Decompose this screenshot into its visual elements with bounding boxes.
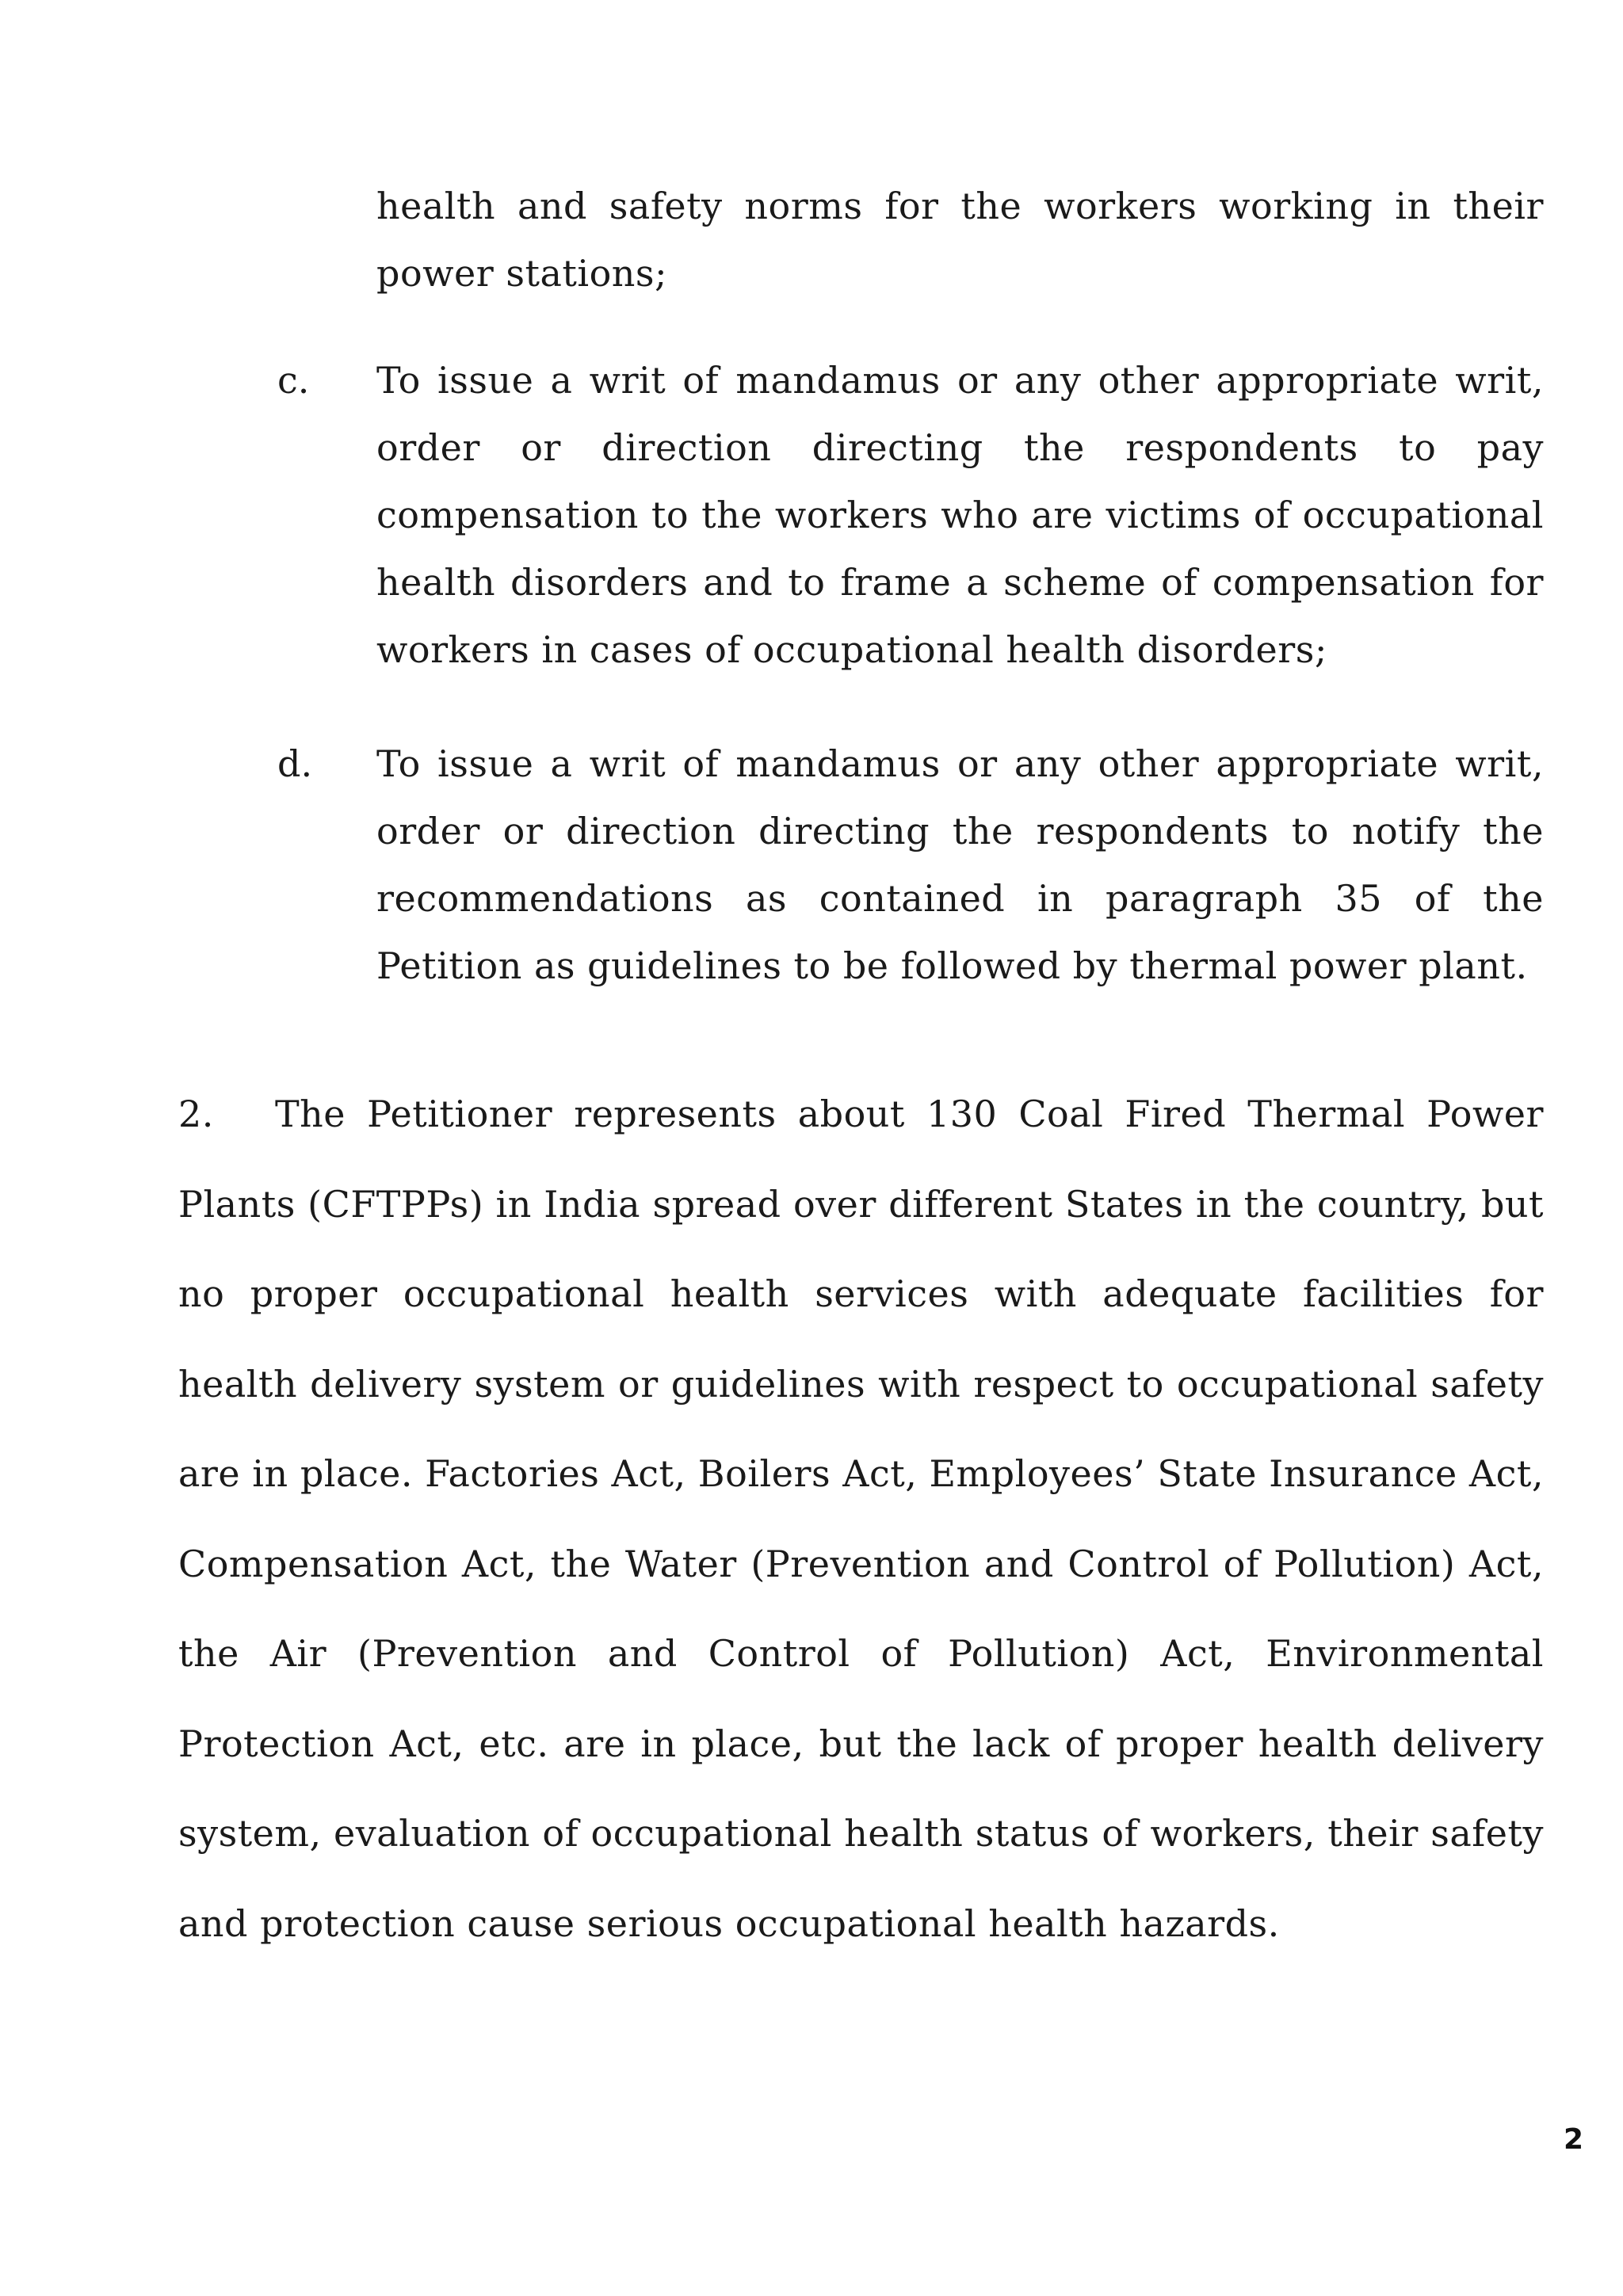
list-item-text: To issue a writ of mandamus or any other appropriate writ, order or direction directing the respondents to pay compensation to the workers who are victims of occupational health disorders and to frame a scheme of compensation for workers in cases of occupational health disorders; [376,359,1544,671]
list-item-letter: c. [277,359,310,402]
page-number: 2 [1563,2123,1583,2156]
paragraph-2 [178,1070,1544,1969]
list-item-letter: d. [277,742,313,785]
item-b-continuation: health and safety norms for the workers working in their power stations; [376,185,1544,295]
list-item-text: To issue a writ of mandamus or any other appropriate writ, order or direction directing the respondents to notify the recommendations as contained in paragraph 35 of the Petition as guidelines to be followed by thermal power plant. [376,742,1544,987]
paragraph-text: The Petitioner represents about 130 Coal Fired Thermal Power Plants (CFTPPs) in India spread over different States in the country, but no proper occupational health services with adequate facilities for health delivery system or guidelines with respect to occupational safety are in place. Factories Act, Boilers Act, Employees’ State Insurance Act, Compensation Act, the Water (Prevention and Control of Pollution) Act, the Air (Prevention and Control of Pollution) Act, Environmental Protection Act, etc. are in place, but the lack of proper health delivery system, evaluation of occupational health status of workers, their safety and protection cause serious occupational health hazards. [178,1093,1544,1945]
paragraph-number: 2. [178,1093,214,1135]
